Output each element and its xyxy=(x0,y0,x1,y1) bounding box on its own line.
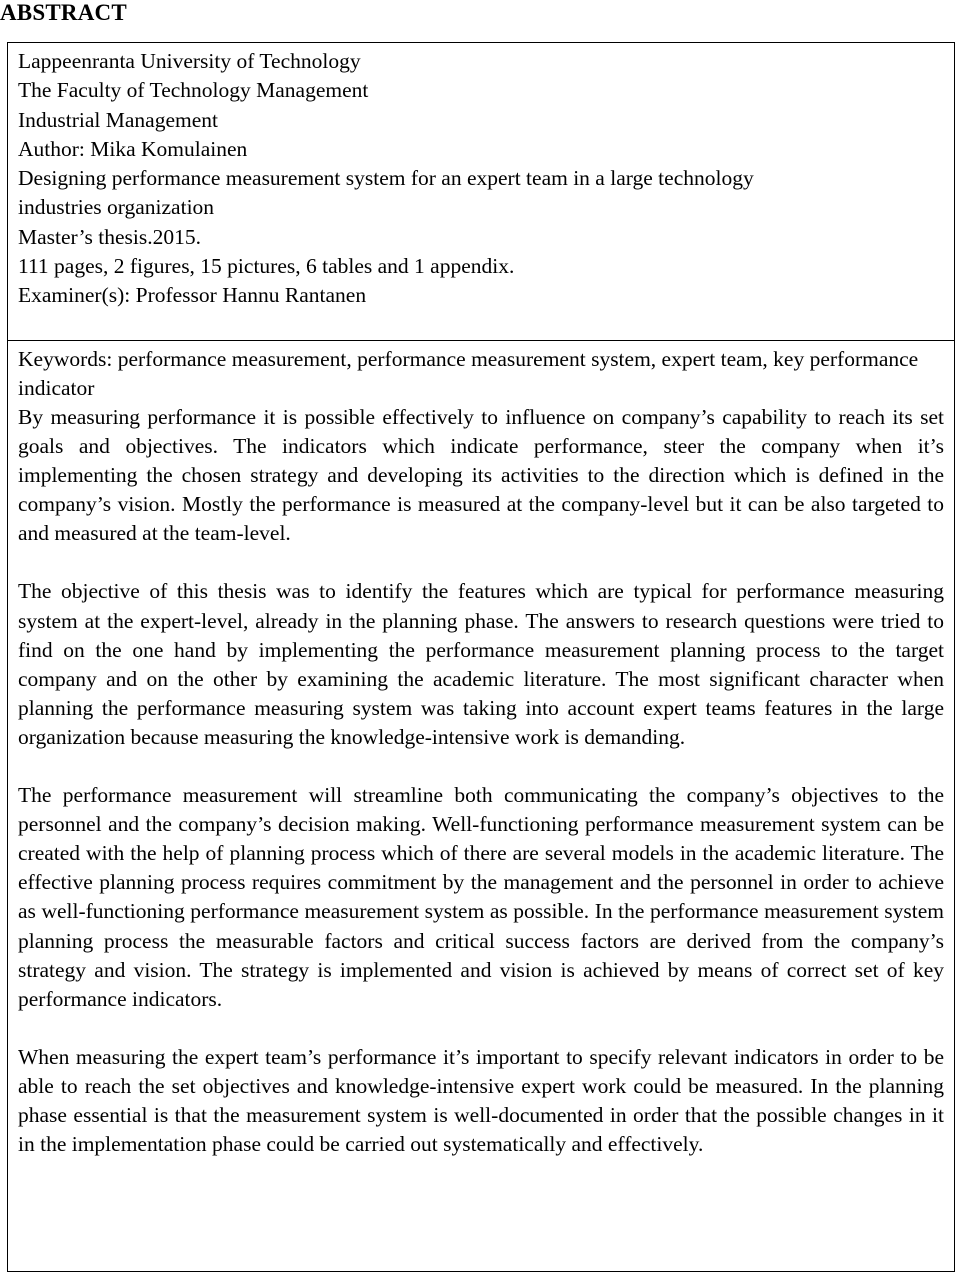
thesis-title-line-2: industries organization xyxy=(18,195,215,220)
university-name: Lappeenranta University of Technology xyxy=(18,49,361,73)
abstract-paragraph: The performance measurement will streamline both communicating the company’s objectives to the personnel and the company’s decision making. Well-functioning performance measurement system can be created with the help of planning process which of there are several models in the academic literature. The effective planning process requires commitment by the management and the personnel in order to achieve as well-functioning performance measurement system as possible. In the performance measurement system planning process the measurable factors and critical success factors are derived from the company’s strategy and vision. The strategy is implemented and vision is achieved by means of correct set of key performance indicators. xyxy=(18,783,944,1011)
faculty-name: The Faculty of Technology Management xyxy=(18,78,369,103)
examiner-line: Examiner(s): Professor Hannu Rantanen xyxy=(18,283,367,308)
abstract-frame xyxy=(7,42,955,1272)
abstract-paragraph: The objective of this thesis was to identify the features which are typical for performance measuring system at the expert-level, already in the planning phase. The answers to research questions were tried to find on the one hand by implementing the performance measurement planning process to the target company and on the other by examining the academic literature. The most significant character when planning the performance measuring system was taking into account expert teams features in the large organization because measuring the knowledge-intensive work is demanding. xyxy=(18,579,944,749)
thesis-type-year: Master’s thesis.2015. xyxy=(18,224,201,249)
page-count-line: 111 pages, 2 figures, 15 pictures, 6 tables and 1 appendix. xyxy=(18,254,515,279)
abstract-body xyxy=(18,341,944,1159)
abstract-paragraph: By measuring performance it is possible effectively to influence on company’s capability to reach its set goals and objectives. The indicators which indicate performance, steer the company when it’s implementing the chosen strategy and developing its activities to the direction which is defined in the company’s vision. Mostly the performance is measured at the company-level but it can be also targeted to and measured at the team-level. xyxy=(18,405,944,546)
keywords-line: Keywords: performance measurement, performance measurement system, expert team, key performance indicator xyxy=(18,347,919,400)
page-heading: ABSTRACT xyxy=(0,0,127,25)
thesis-info-section xyxy=(8,43,954,341)
thesis-title-line-1: Designing performance measurement system for an expert team in a large technology xyxy=(18,166,754,191)
abstract-paragraph: When measuring the expert team’s performance it’s important to specify relevant indicators in order to be able to reach the set objectives and knowledge-intensive expert work could be measured. In the planning phase essential is that the measurement system is well-documented in order that the possible changes in it in the implementation phase could be carried out systematically and effectively. xyxy=(18,1044,944,1157)
department-name: Industrial Management xyxy=(18,107,219,132)
author-line: Author: Mika Komulainen xyxy=(18,136,248,161)
